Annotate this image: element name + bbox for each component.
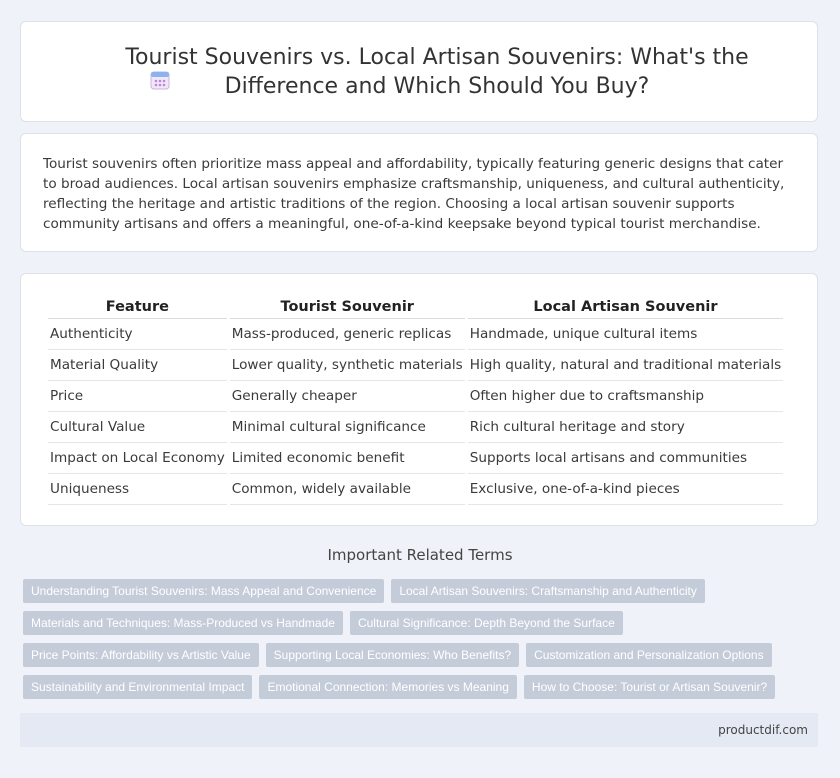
cell-feature: Cultural Value	[48, 412, 227, 443]
cell-feature: Impact on Local Economy	[48, 443, 227, 474]
header-tourist-souvenir: Tourist Souvenir	[230, 296, 465, 319]
cell-feature: Price	[48, 381, 227, 412]
cell-artisan: Handmade, unique cultural items	[468, 319, 783, 350]
related-term-tag[interactable]: Local Artisan Souvenirs: Craftsmanship and Authenticity	[391, 579, 705, 603]
footer-site-link[interactable]: productdif.com	[718, 723, 808, 737]
tag-row	[23, 643, 823, 667]
table-row	[48, 350, 783, 381]
related-term-tag[interactable]: Cultural Significance: Depth Beyond the Surface	[350, 611, 623, 635]
calendar-icon	[149, 69, 171, 91]
tag-row	[23, 579, 823, 603]
title-wrap	[69, 43, 769, 101]
intro-card	[20, 133, 818, 252]
related-term-tag[interactable]: Supporting Local Economies: Who Benefits?	[266, 643, 519, 667]
cell-artisan: Often higher due to craftsmanship	[468, 381, 783, 412]
tag-row	[23, 675, 823, 699]
header-feature: Feature	[48, 296, 227, 319]
table-header-row	[48, 296, 783, 319]
page-title: Tourist Souvenirs vs. Local Artisan Souvenirs: What's the Difference and Which Should You Buy?	[125, 44, 749, 99]
related-term-tag[interactable]: Customization and Personalization Options	[526, 643, 771, 667]
cell-tourist: Lower quality, synthetic materials	[230, 350, 465, 381]
cell-tourist: Generally cheaper	[230, 381, 465, 412]
related-terms-heading: Important Related Terms	[327, 546, 513, 564]
cell-feature: Uniqueness	[48, 474, 227, 505]
cell-artisan: Supports local artisans and communities	[468, 443, 783, 474]
table-row	[48, 319, 783, 350]
footer	[20, 713, 818, 747]
cell-tourist: Common, widely available	[230, 474, 465, 505]
intro-paragraph: Tourist souvenirs often prioritize mass appeal and affordability, typically featuring generic designs that cater to broad audiences. Local artisan souvenirs emphasize craftsmanship, uniqueness, and cultural authenticity, reflecting the heritage and artistic traditions of the region. Choosing a local artisan souvenir supports community artisans and offers a meaningful, one-of-a-kind keepsake beyond typical tourist merchandise.	[43, 156, 785, 232]
table-row	[48, 443, 783, 474]
related-term-tag[interactable]: Emotional Connection: Memories vs Meaning	[259, 675, 516, 699]
related-term-tag[interactable]: Understanding Tourist Souvenirs: Mass Appeal and Convenience	[23, 579, 384, 603]
table-row	[48, 381, 783, 412]
comparison-table	[45, 296, 786, 505]
related-term-tag[interactable]: Materials and Techniques: Mass-Produced vs Handmade	[23, 611, 343, 635]
cell-feature: Authenticity	[48, 319, 227, 350]
cell-tourist: Limited economic benefit	[230, 443, 465, 474]
related-terms-list	[23, 579, 823, 707]
comparison-card	[20, 273, 818, 526]
header-local-artisan-souvenir: Local Artisan Souvenir	[468, 296, 783, 319]
table-row	[48, 412, 783, 443]
cell-feature: Material Quality	[48, 350, 227, 381]
table-row	[48, 474, 783, 505]
related-term-tag[interactable]: Price Points: Affordability vs Artistic Value	[23, 643, 259, 667]
related-term-tag[interactable]: How to Choose: Tourist or Artisan Souvenir?	[524, 675, 775, 699]
cell-tourist: Mass-produced, generic replicas	[230, 319, 465, 350]
title-card	[20, 21, 818, 122]
cell-artisan: High quality, natural and traditional materials	[468, 350, 783, 381]
related-term-tag[interactable]: Sustainability and Environmental Impact	[23, 675, 252, 699]
cell-artisan: Rich cultural heritage and story	[468, 412, 783, 443]
cell-artisan: Exclusive, one-of-a-kind pieces	[468, 474, 783, 505]
cell-tourist: Minimal cultural significance	[230, 412, 465, 443]
tag-row	[23, 611, 823, 635]
